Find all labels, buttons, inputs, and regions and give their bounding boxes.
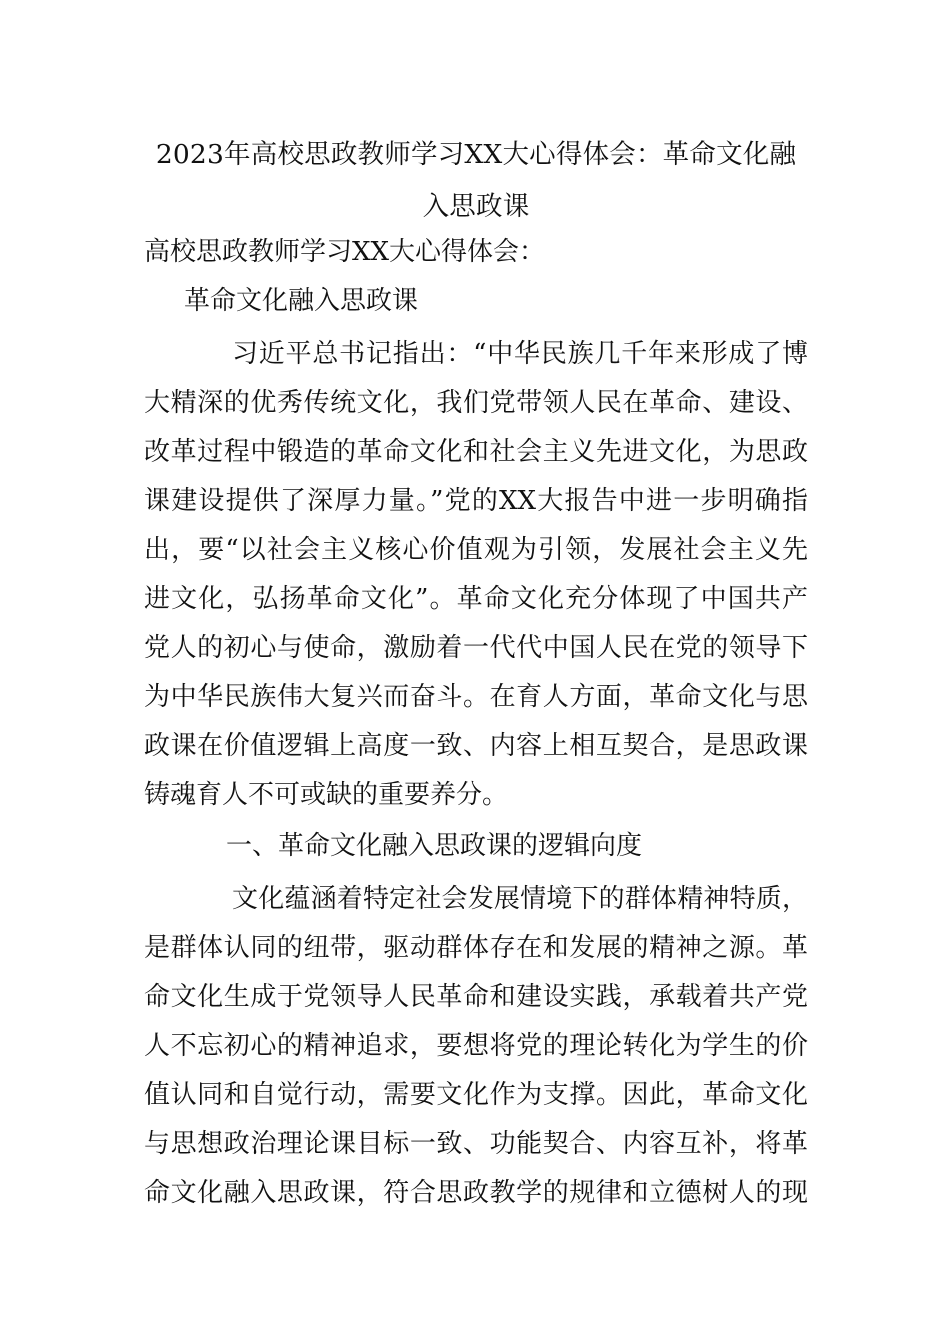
paragraph-1-line: 进文化，弘扬革命文化”。革命文化充分体现了中国共产 [144, 584, 808, 614]
paragraph-1-line: 习近平总书记指出：“中华民族几千年来形成了博 [232, 339, 808, 369]
paragraph-1-line: 课建设提供了深厚力量。”党的XX大报告中进一步明确指 [144, 486, 808, 516]
paragraph-1-line: 党人的初心与使命，激励着一代代中国人民在党的领导下 [144, 633, 808, 663]
paragraph-2-line: 命文化融入思政课，符合思政教学的规律和立德树人的现 [144, 1178, 808, 1208]
paragraph-1-line: 大精深的优秀传统文化，我们党带领人民在革命、建设、 [144, 388, 808, 418]
paragraph-1-line: 为中华民族伟大复兴而奋斗。在育人方面，革命文化与思 [144, 682, 808, 712]
paragraph-1-line: 改革过程中锻造的革命文化和社会主义先进文化，为思政 [144, 437, 808, 467]
paragraph-1-line: 出，要“以社会主义核心价值观为引领，发展社会主义先 [144, 535, 808, 565]
paragraph-2-line: 人不忘初心的精神追求，要想将党的理论转化为学生的价 [144, 1031, 808, 1061]
paragraph-2-line: 与思想政治理论课目标一致、功能契合、内容互补，将革 [144, 1129, 808, 1159]
document-title: 2023年高校思政教师学习XX大心得体会：革命文化融入思政课 [155, 139, 797, 222]
paragraph-2-line: 命文化生成于党领导人民革命和建设实践，承载着共产党 [144, 982, 808, 1012]
paragraph-1-line: 铸魂育人不可或缺的重要养分。 [144, 780, 509, 810]
paragraph-1-line: 政课在价值逻辑上高度一致、内容上相互契合，是思政课 [144, 731, 808, 761]
section-1-heading: 一、革命文化融入思政课的逻辑向度 [226, 831, 643, 861]
paragraph-2-line: 值认同和自觉行动，需要文化作为支撑。因此，革命文化 [144, 1080, 808, 1110]
paragraph-2-line: 文化蕴涵着特定社会发展情境下的群体精神特质， [232, 884, 808, 914]
paragraph-2-line: 是群体认同的纽带，驱动群体存在和发展的精神之源。革 [144, 933, 808, 963]
subtitle-line-1: 高校思政教师学习XX大心得体会： [144, 237, 546, 267]
subtitle-line-2: 革命文化融入思政课 [184, 286, 419, 316]
